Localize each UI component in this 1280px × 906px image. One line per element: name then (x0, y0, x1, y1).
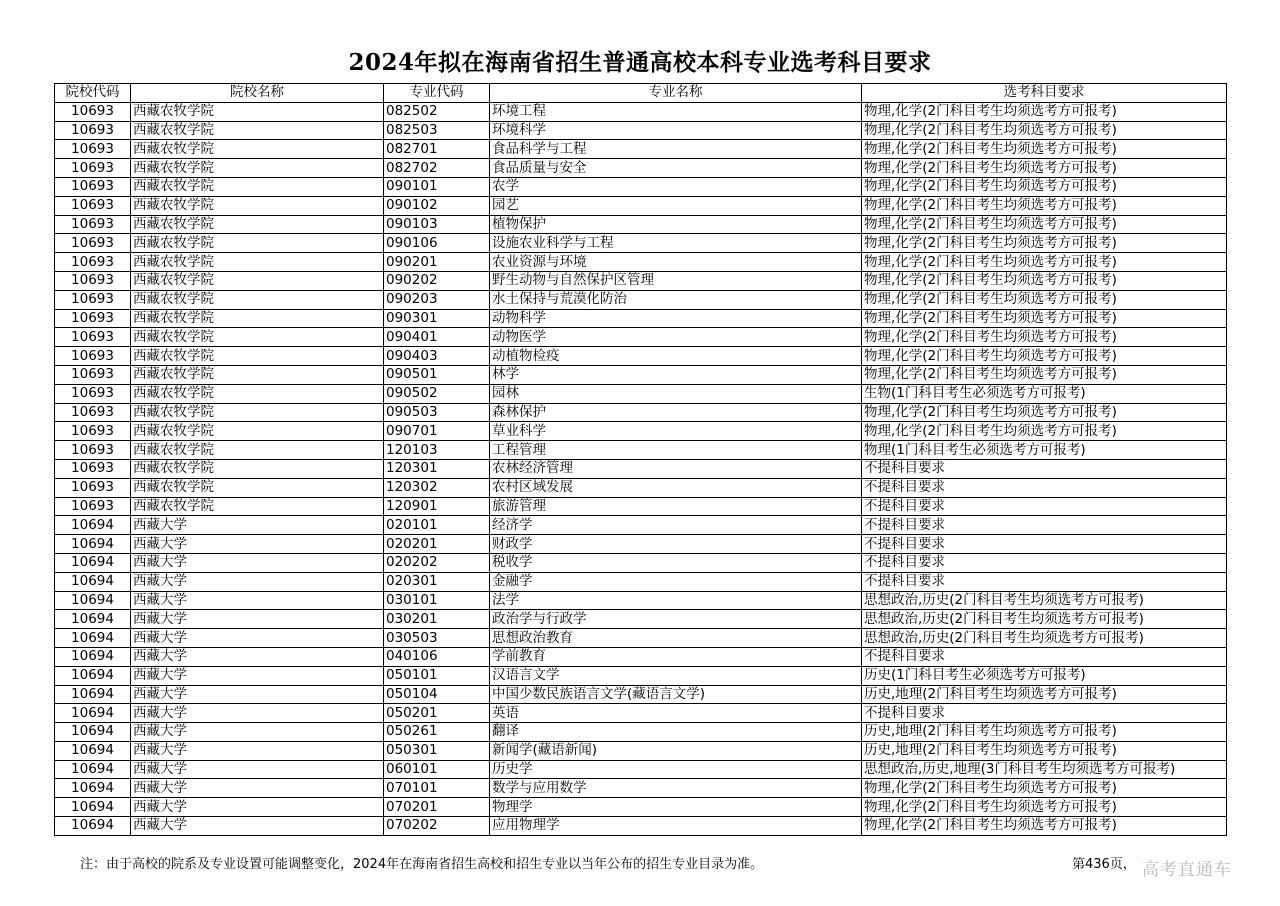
major-name-cell: 农学 (490, 177, 862, 196)
subject-requirement-cell: 物理,化学(2门科目考生均须选考方可报考) (862, 403, 1227, 422)
school-name-cell: 西藏农牧学院 (131, 102, 384, 121)
subject-requirement-cell: 思想政治,历史,地理(3门科目考生均须选考方可报考) (862, 760, 1227, 779)
major-name-cell: 法学 (490, 591, 862, 610)
school-name-cell: 西藏大学 (131, 704, 384, 723)
table-row (55, 704, 1227, 723)
table-body (55, 102, 1227, 835)
school-name-cell: 西藏农牧学院 (131, 384, 384, 403)
major-code-cell: 030101 (384, 591, 490, 610)
major-name-cell: 食品质量与安全 (490, 159, 862, 178)
school-name-cell: 西藏农牧学院 (131, 403, 384, 422)
school-code-cell: 10693 (55, 328, 131, 347)
table-header-row (55, 84, 1227, 103)
major-code-cell: 082701 (384, 140, 490, 159)
table-row (55, 140, 1227, 159)
school-code-cell: 10694 (55, 760, 131, 779)
table-row (55, 591, 1227, 610)
major-name-cell: 历史学 (490, 760, 862, 779)
major-code-cell: 040106 (384, 647, 490, 666)
table-row (55, 478, 1227, 497)
major-code-cell: 090202 (384, 271, 490, 290)
subject-requirement-cell: 物理,化学(2门科目考生均须选考方可报考) (862, 253, 1227, 272)
major-name-cell: 汉语言文学 (490, 666, 862, 685)
major-code-cell: 120301 (384, 459, 490, 478)
subject-requirement-cell: 物理,化学(2门科目考生均须选考方可报考) (862, 177, 1227, 196)
major-name-cell: 动植物检疫 (490, 347, 862, 366)
subject-requirement-cell: 物理,化学(2门科目考生均须选考方可报考) (862, 290, 1227, 309)
school-code-cell: 10693 (55, 234, 131, 253)
table-row (55, 610, 1227, 629)
school-code-cell: 10694 (55, 629, 131, 648)
subject-requirement-cell: 不提科目要求 (862, 497, 1227, 516)
subject-requirement-cell: 物理,化学(2门科目考生均须选考方可报考) (862, 215, 1227, 234)
major-name-cell: 食品科学与工程 (490, 140, 862, 159)
school-name-cell: 西藏大学 (131, 779, 384, 798)
table-row (55, 234, 1227, 253)
subject-requirement-cell: 历史(1门科目考生必须选考方可报考) (862, 666, 1227, 685)
subject-requirement-cell: 不提科目要求 (862, 647, 1227, 666)
school-name-cell: 西藏农牧学院 (131, 441, 384, 460)
table-row (55, 741, 1227, 760)
major-name-cell: 金融学 (490, 572, 862, 591)
subject-requirement-cell: 不提科目要求 (862, 459, 1227, 478)
subject-requirement-cell: 历史,地理(2门科目考生均须选考方可报考) (862, 685, 1227, 704)
table-row (55, 347, 1227, 366)
subject-requirement-cell: 物理,化学(2门科目考生均须选考方可报考) (862, 779, 1227, 798)
major-code-cell: 070201 (384, 798, 490, 817)
school-code-cell: 10694 (55, 741, 131, 760)
major-code-cell: 090501 (384, 365, 490, 384)
school-code-cell: 10693 (55, 140, 131, 159)
school-name-cell: 西藏农牧学院 (131, 497, 384, 516)
header-subject-requirement: 选考科目要求 (862, 84, 1227, 103)
school-name-cell: 西藏大学 (131, 685, 384, 704)
school-code-cell: 10693 (55, 403, 131, 422)
school-name-cell: 西藏农牧学院 (131, 253, 384, 272)
school-name-cell: 西藏农牧学院 (131, 347, 384, 366)
school-code-cell: 10694 (55, 591, 131, 610)
table-row (55, 629, 1227, 648)
major-name-cell: 中国少数民族语言文学(藏语言文学) (490, 685, 862, 704)
major-code-cell: 082503 (384, 121, 490, 140)
major-code-cell: 120901 (384, 497, 490, 516)
major-name-cell: 政治学与行政学 (490, 610, 862, 629)
subject-requirement-cell: 生物(1门科目考生必须选考方可报考) (862, 384, 1227, 403)
major-code-cell: 050101 (384, 666, 490, 685)
major-name-cell: 应用物理学 (490, 817, 862, 836)
table-row (55, 723, 1227, 742)
school-code-cell: 10694 (55, 553, 131, 572)
school-name-cell: 西藏农牧学院 (131, 159, 384, 178)
school-name-cell: 西藏大学 (131, 591, 384, 610)
major-name-cell: 学前教育 (490, 647, 862, 666)
major-name-cell: 农村区域发展 (490, 478, 862, 497)
major-code-cell: 050201 (384, 704, 490, 723)
subject-requirement-cell: 历史,地理(2门科目考生均须选考方可报考) (862, 741, 1227, 760)
major-name-cell: 物理学 (490, 798, 862, 817)
header-major-name: 专业名称 (490, 84, 862, 103)
school-name-cell: 西藏农牧学院 (131, 290, 384, 309)
school-code-cell: 10693 (55, 215, 131, 234)
subject-requirement-cell: 物理,化学(2门科目考生均须选考方可报考) (862, 271, 1227, 290)
school-code-cell: 10693 (55, 271, 131, 290)
school-code-cell: 10693 (55, 497, 131, 516)
school-name-cell: 西藏农牧学院 (131, 234, 384, 253)
school-name-cell: 西藏大学 (131, 610, 384, 629)
school-code-cell: 10694 (55, 610, 131, 629)
school-code-cell: 10693 (55, 121, 131, 140)
subject-requirement-cell: 思想政治,历史(2门科目考生均须选考方可报考) (862, 610, 1227, 629)
major-code-cell: 090106 (384, 234, 490, 253)
school-code-cell: 10693 (55, 196, 131, 215)
school-name-cell: 西藏大学 (131, 798, 384, 817)
table-row (55, 102, 1227, 121)
school-name-cell: 西藏大学 (131, 741, 384, 760)
table-row (55, 365, 1227, 384)
school-name-cell: 西藏农牧学院 (131, 422, 384, 441)
school-code-cell: 10694 (55, 704, 131, 723)
table-row (55, 817, 1227, 836)
major-name-cell: 动物医学 (490, 328, 862, 347)
major-name-cell: 草业科学 (490, 422, 862, 441)
subject-requirement-cell: 物理,化学(2门科目考生均须选考方可报考) (862, 234, 1227, 253)
table-row (55, 459, 1227, 478)
school-name-cell: 西藏农牧学院 (131, 365, 384, 384)
school-code-cell: 10693 (55, 478, 131, 497)
major-code-cell: 070202 (384, 817, 490, 836)
subject-requirement-cell: 物理,化学(2门科目考生均须选考方可报考) (862, 798, 1227, 817)
major-code-cell: 020202 (384, 553, 490, 572)
table-row (55, 516, 1227, 535)
subject-requirement-cell: 思想政治,历史(2门科目考生均须选考方可报考) (862, 591, 1227, 610)
school-name-cell: 西藏大学 (131, 817, 384, 836)
school-name-cell: 西藏农牧学院 (131, 478, 384, 497)
subject-requirement-cell: 物理,化学(2门科目考生均须选考方可报考) (862, 196, 1227, 215)
major-name-cell: 设施农业科学与工程 (490, 234, 862, 253)
table-row (55, 215, 1227, 234)
school-code-cell: 10693 (55, 290, 131, 309)
major-code-cell: 090701 (384, 422, 490, 441)
subject-requirement-cell: 不提科目要求 (862, 516, 1227, 535)
major-name-cell: 野生动物与自然保护区管理 (490, 271, 862, 290)
table-row (55, 422, 1227, 441)
major-name-cell: 环境科学 (490, 121, 862, 140)
subject-requirement-cell: 不提科目要求 (862, 535, 1227, 554)
school-code-cell: 10693 (55, 441, 131, 460)
school-name-cell: 西藏农牧学院 (131, 309, 384, 328)
table-row (55, 121, 1227, 140)
subject-requirement-cell: 物理,化学(2门科目考生均须选考方可报考) (862, 140, 1227, 159)
table-row (55, 760, 1227, 779)
school-name-cell: 西藏农牧学院 (131, 177, 384, 196)
table-row (55, 779, 1227, 798)
major-name-cell: 园艺 (490, 196, 862, 215)
major-code-cell: 090201 (384, 253, 490, 272)
subject-requirement-cell: 思想政治,历史(2门科目考生均须选考方可报考) (862, 629, 1227, 648)
table-row (55, 798, 1227, 817)
header-school-code: 院校代码 (55, 84, 131, 103)
page-title: 2024年拟在海南省招生普通高校本科专业选考科目要求 (348, 49, 932, 76)
school-name-cell: 西藏大学 (131, 535, 384, 554)
major-code-cell: 020201 (384, 535, 490, 554)
major-name-cell: 林学 (490, 365, 862, 384)
school-code-cell: 10694 (55, 666, 131, 685)
major-name-cell: 植物保护 (490, 215, 862, 234)
school-code-cell: 10693 (55, 159, 131, 178)
subject-requirement-cell: 物理(1门科目考生必须选考方可报考) (862, 441, 1227, 460)
major-name-cell: 英语 (490, 704, 862, 723)
page-number: 第436页， (1072, 857, 1136, 872)
school-name-cell: 西藏农牧学院 (131, 196, 384, 215)
major-name-cell: 农林经济管理 (490, 459, 862, 478)
table-row (55, 253, 1227, 272)
subject-requirement-cell: 不提科目要求 (862, 704, 1227, 723)
subject-requirement-cell: 不提科目要求 (862, 572, 1227, 591)
subject-requirement-cell: 物理,化学(2门科目考生均须选考方可报考) (862, 159, 1227, 178)
major-code-cell: 090502 (384, 384, 490, 403)
table-row (55, 177, 1227, 196)
requirements-table (54, 83, 1227, 836)
table-row (55, 685, 1227, 704)
table-row (55, 309, 1227, 328)
major-code-cell: 120302 (384, 478, 490, 497)
major-code-cell: 060101 (384, 760, 490, 779)
table-row (55, 384, 1227, 403)
major-name-cell: 思想政治教育 (490, 629, 862, 648)
school-name-cell: 西藏大学 (131, 553, 384, 572)
major-code-cell: 090203 (384, 290, 490, 309)
major-name-cell: 环境工程 (490, 102, 862, 121)
subject-requirement-cell: 物理,化学(2门科目考生均须选考方可报考) (862, 365, 1227, 384)
subject-requirement-cell: 物理,化学(2门科目考生均须选考方可报考) (862, 102, 1227, 121)
school-code-cell: 10693 (55, 459, 131, 478)
major-name-cell: 园林 (490, 384, 862, 403)
major-name-cell: 税收学 (490, 553, 862, 572)
major-code-cell: 030503 (384, 629, 490, 648)
subject-requirement-cell: 物理,化学(2门科目考生均须选考方可报考) (862, 422, 1227, 441)
school-code-cell: 10694 (55, 685, 131, 704)
major-code-cell: 090301 (384, 309, 490, 328)
major-name-cell: 翻译 (490, 723, 862, 742)
school-code-cell: 10693 (55, 384, 131, 403)
subject-requirement-cell: 物理,化学(2门科目考生均须选考方可报考) (862, 817, 1227, 836)
subject-requirement-cell: 物理,化学(2门科目考生均须选考方可报考) (862, 328, 1227, 347)
school-code-cell: 10694 (55, 647, 131, 666)
school-code-cell: 10693 (55, 309, 131, 328)
table-row (55, 328, 1227, 347)
major-code-cell: 090401 (384, 328, 490, 347)
table-row (55, 271, 1227, 290)
major-code-cell: 090103 (384, 215, 490, 234)
major-code-cell: 050104 (384, 685, 490, 704)
major-name-cell: 森林保护 (490, 403, 862, 422)
footnote: 注：由于高校的院系及专业设置可能调整变化，2024年在海南省招生高校和招生专业以当年公布的招生专业目录为准。 (80, 857, 764, 872)
major-code-cell: 090101 (384, 177, 490, 196)
table-row (55, 666, 1227, 685)
major-code-cell: 090403 (384, 347, 490, 366)
table-row (55, 535, 1227, 554)
school-name-cell: 西藏农牧学院 (131, 271, 384, 290)
school-name-cell: 西藏农牧学院 (131, 140, 384, 159)
table-row (55, 497, 1227, 516)
school-name-cell: 西藏农牧学院 (131, 215, 384, 234)
major-code-cell: 020301 (384, 572, 490, 591)
school-name-cell: 西藏大学 (131, 629, 384, 648)
subject-requirement-cell: 物理,化学(2门科目考生均须选考方可报考) (862, 121, 1227, 140)
school-code-cell: 10694 (55, 779, 131, 798)
school-code-cell: 10694 (55, 516, 131, 535)
table-row (55, 196, 1227, 215)
school-code-cell: 10694 (55, 535, 131, 554)
major-code-cell: 120103 (384, 441, 490, 460)
school-name-cell: 西藏大学 (131, 516, 384, 535)
table-row (55, 441, 1227, 460)
table-row (55, 159, 1227, 178)
school-code-cell: 10693 (55, 102, 131, 121)
school-code-cell: 10693 (55, 422, 131, 441)
subject-requirement-cell: 历史,地理(2门科目考生均须选考方可报考) (862, 723, 1227, 742)
school-code-cell: 10694 (55, 798, 131, 817)
school-name-cell: 西藏农牧学院 (131, 459, 384, 478)
table-row (55, 572, 1227, 591)
major-code-cell: 050301 (384, 741, 490, 760)
major-name-cell: 数学与应用数学 (490, 779, 862, 798)
table-row (55, 403, 1227, 422)
major-code-cell: 090503 (384, 403, 490, 422)
school-name-cell: 西藏大学 (131, 572, 384, 591)
header-school-name: 院校名称 (131, 84, 384, 103)
subject-requirement-cell: 物理,化学(2门科目考生均须选考方可报考) (862, 309, 1227, 328)
major-code-cell: 030201 (384, 610, 490, 629)
school-code-cell: 10694 (55, 817, 131, 836)
school-name-cell: 西藏农牧学院 (131, 121, 384, 140)
school-code-cell: 10693 (55, 253, 131, 272)
school-code-cell: 10694 (55, 723, 131, 742)
subject-requirement-cell: 不提科目要求 (862, 478, 1227, 497)
major-name-cell: 财政学 (490, 535, 862, 554)
school-name-cell: 西藏大学 (131, 723, 384, 742)
school-name-cell: 西藏大学 (131, 666, 384, 685)
major-code-cell: 050261 (384, 723, 490, 742)
school-code-cell: 10694 (55, 572, 131, 591)
school-name-cell: 西藏大学 (131, 647, 384, 666)
table-row (55, 553, 1227, 572)
major-name-cell: 水土保持与荒漠化防治 (490, 290, 862, 309)
major-name-cell: 新闻学(藏语新闻) (490, 741, 862, 760)
school-name-cell: 西藏大学 (131, 760, 384, 779)
table-row (55, 290, 1227, 309)
major-name-cell: 农业资源与环境 (490, 253, 862, 272)
school-code-cell: 10693 (55, 365, 131, 384)
header-major-code: 专业代码 (384, 84, 490, 103)
major-name-cell: 经济学 (490, 516, 862, 535)
major-name-cell: 工程管理 (490, 441, 862, 460)
school-code-cell: 10693 (55, 177, 131, 196)
subject-requirement-cell: 物理,化学(2门科目考生均须选考方可报考) (862, 347, 1227, 366)
major-code-cell: 082702 (384, 159, 490, 178)
table-row (55, 647, 1227, 666)
major-code-cell: 082502 (384, 102, 490, 121)
major-code-cell: 070101 (384, 779, 490, 798)
major-name-cell: 旅游管理 (490, 497, 862, 516)
school-code-cell: 10693 (55, 347, 131, 366)
school-name-cell: 西藏农牧学院 (131, 328, 384, 347)
major-code-cell: 090102 (384, 196, 490, 215)
major-name-cell: 动物科学 (490, 309, 862, 328)
subject-requirement-cell: 不提科目要求 (862, 553, 1227, 572)
major-code-cell: 020101 (384, 516, 490, 535)
watermark: 高考直通车 (1142, 860, 1232, 880)
